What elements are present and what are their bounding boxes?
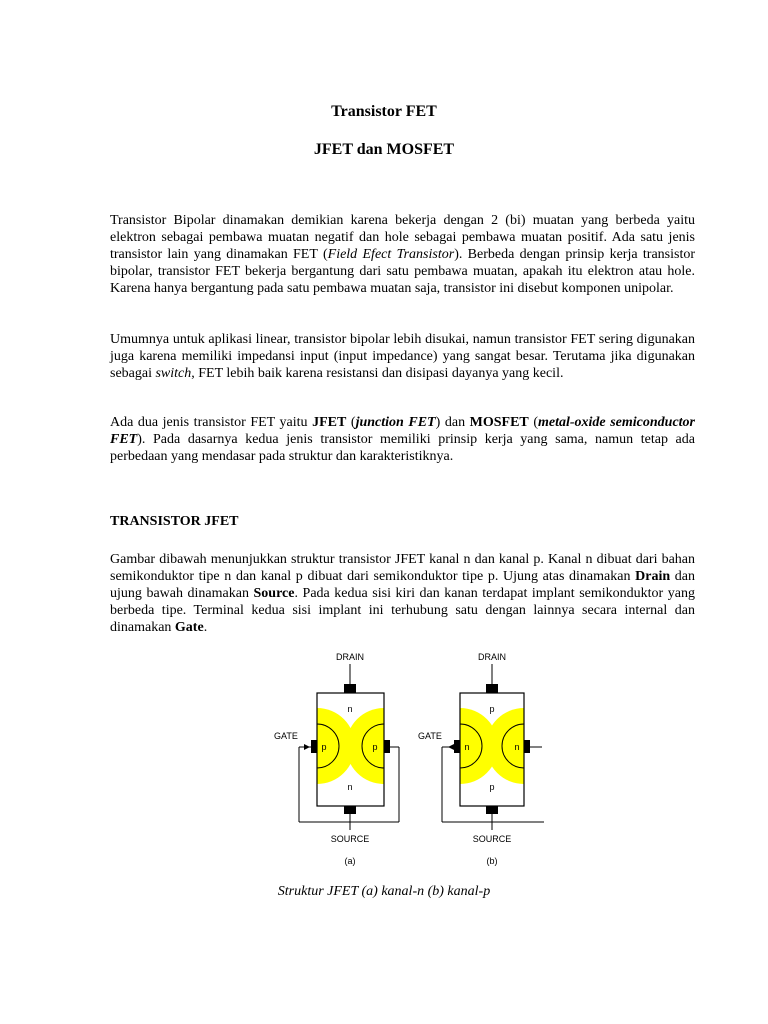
bold-term: MOSFET — [469, 415, 529, 430]
implant-right-label: p — [372, 742, 378, 752]
text-run: . — [203, 620, 208, 635]
source-terminal — [486, 806, 498, 814]
section-heading: TRANSISTOR JFET — [110, 514, 239, 529]
gate-arrow-icon — [304, 744, 310, 750]
text-run: . Pada kedua sisi kiri dan kanan terdapat implant semikonduktor yang berbeda tipe. Terminal kedua sisi implant ini terhubung satu dengan lainnya secara internal dan dinamakan — [110, 586, 695, 635]
paragraph-linear — [110, 331, 695, 382]
text-run: Transistor Bipolar dinamakan demikian karena bekerja dengan 2 (bi) muatan yang berbeda yaitu elektron sebagai pembawa muatan negatif dan hole sebagai pembawa muatan positif. Ada satu jenis transistor lain yang dinamakan FET ( — [110, 213, 695, 262]
text-run: dan ujung bawah dinamakan — [110, 569, 695, 601]
text-run: ). Pada dasarnya kedua jenis transistor memiliki prinsip kerja yang sama, namun tetap ada perbedaan yang mendasar pada struktur dan karakteristiknya. — [110, 432, 695, 464]
jfet-n-channel-diagram — [274, 652, 422, 866]
gate-terminal-right — [384, 740, 390, 753]
channel-top-label: n — [347, 704, 353, 714]
drain-terminal — [486, 684, 498, 693]
bold-italic-term: metal-oxide semiconductor FET — [110, 415, 695, 447]
bold-term: Source — [253, 586, 295, 601]
gate-label: GATE — [274, 731, 298, 741]
paragraph-intro — [110, 212, 695, 297]
gate-terminal-left — [311, 740, 317, 753]
drain-label: DRAIN — [477, 652, 507, 662]
text-run: , FET lebih baik karena resistansi dan disipasi dayanya yang kecil. — [191, 366, 564, 381]
italic-term: Field Efect Transistor — [327, 247, 455, 262]
document-title: Transistor FET — [331, 103, 437, 120]
text-run: ) dan — [435, 415, 470, 430]
paragraph-jfet — [110, 551, 695, 636]
implant-left-label: n — [464, 742, 470, 752]
text-run: Gambar dibawah menunjukkan struktur transistor JFET kanal n dan kanal p. Kanal n dibuat dari bahan semikonduktor tipe n dan kanal p dibuat dari semikonduktor tipe p. Ujung atas dinamakan — [110, 552, 695, 584]
channel-bottom-label: n — [347, 782, 353, 792]
diagram-a-label: (a) — [344, 856, 356, 866]
source-label: SOURCE — [472, 834, 512, 844]
drain-label: DRAIN — [335, 652, 365, 662]
bold-term: Drain — [635, 569, 671, 584]
gate-label: GATE — [418, 731, 442, 741]
text-run: ( — [528, 415, 538, 430]
document-subtitle: JFET dan MOSFET — [313, 141, 455, 158]
bold-term: JFET — [312, 415, 347, 430]
text-run: Umumnya untuk aplikasi linear, transistor bipolar lebih disukai, namun transistor FET sering digunakan juga karena memiliki impedansi input (input impedance) yang sangat besar. Terutama jika digunakan sebagai — [110, 332, 695, 381]
implant-right-label: n — [514, 742, 520, 752]
source-label: SOURCE — [330, 834, 370, 844]
source-terminal — [344, 806, 356, 814]
channel-top-label: p — [489, 704, 495, 714]
gate-arrow-icon — [448, 744, 454, 750]
italic-term: switch — [155, 366, 192, 381]
bold-italic-term: junction FET — [355, 415, 436, 430]
implant-left-label: p — [321, 742, 327, 752]
drain-terminal — [344, 684, 356, 693]
text-run: Ada dua jenis transistor FET yaitu — [110, 415, 313, 430]
figure-caption: Struktur JFET (a) kanal-n (b) kanal-p — [277, 884, 491, 899]
gate-terminal-left — [454, 740, 460, 753]
bold-term: Gate — [174, 620, 204, 635]
text-run: ( — [346, 415, 356, 430]
jfet-structure-figure — [268, 646, 548, 868]
gate-terminal-right — [524, 740, 530, 753]
text-run: ). Berbeda dengan prinsip kerja transistor bipolar, transistor FET bekerja bergantung dari satu pembawa muatan, apakah itu elektron atau hole. Karena hanya bergantung pada satu pembawa muatan saja, transistor ini disebut komponen unipolar. — [110, 247, 695, 296]
channel-bottom-label: p — [489, 782, 495, 792]
diagram-b-label: (b) — [486, 856, 498, 866]
jfet-diagram — [268, 646, 548, 868]
paragraph-types — [110, 414, 695, 465]
jfet-p-channel-diagram — [418, 652, 548, 866]
